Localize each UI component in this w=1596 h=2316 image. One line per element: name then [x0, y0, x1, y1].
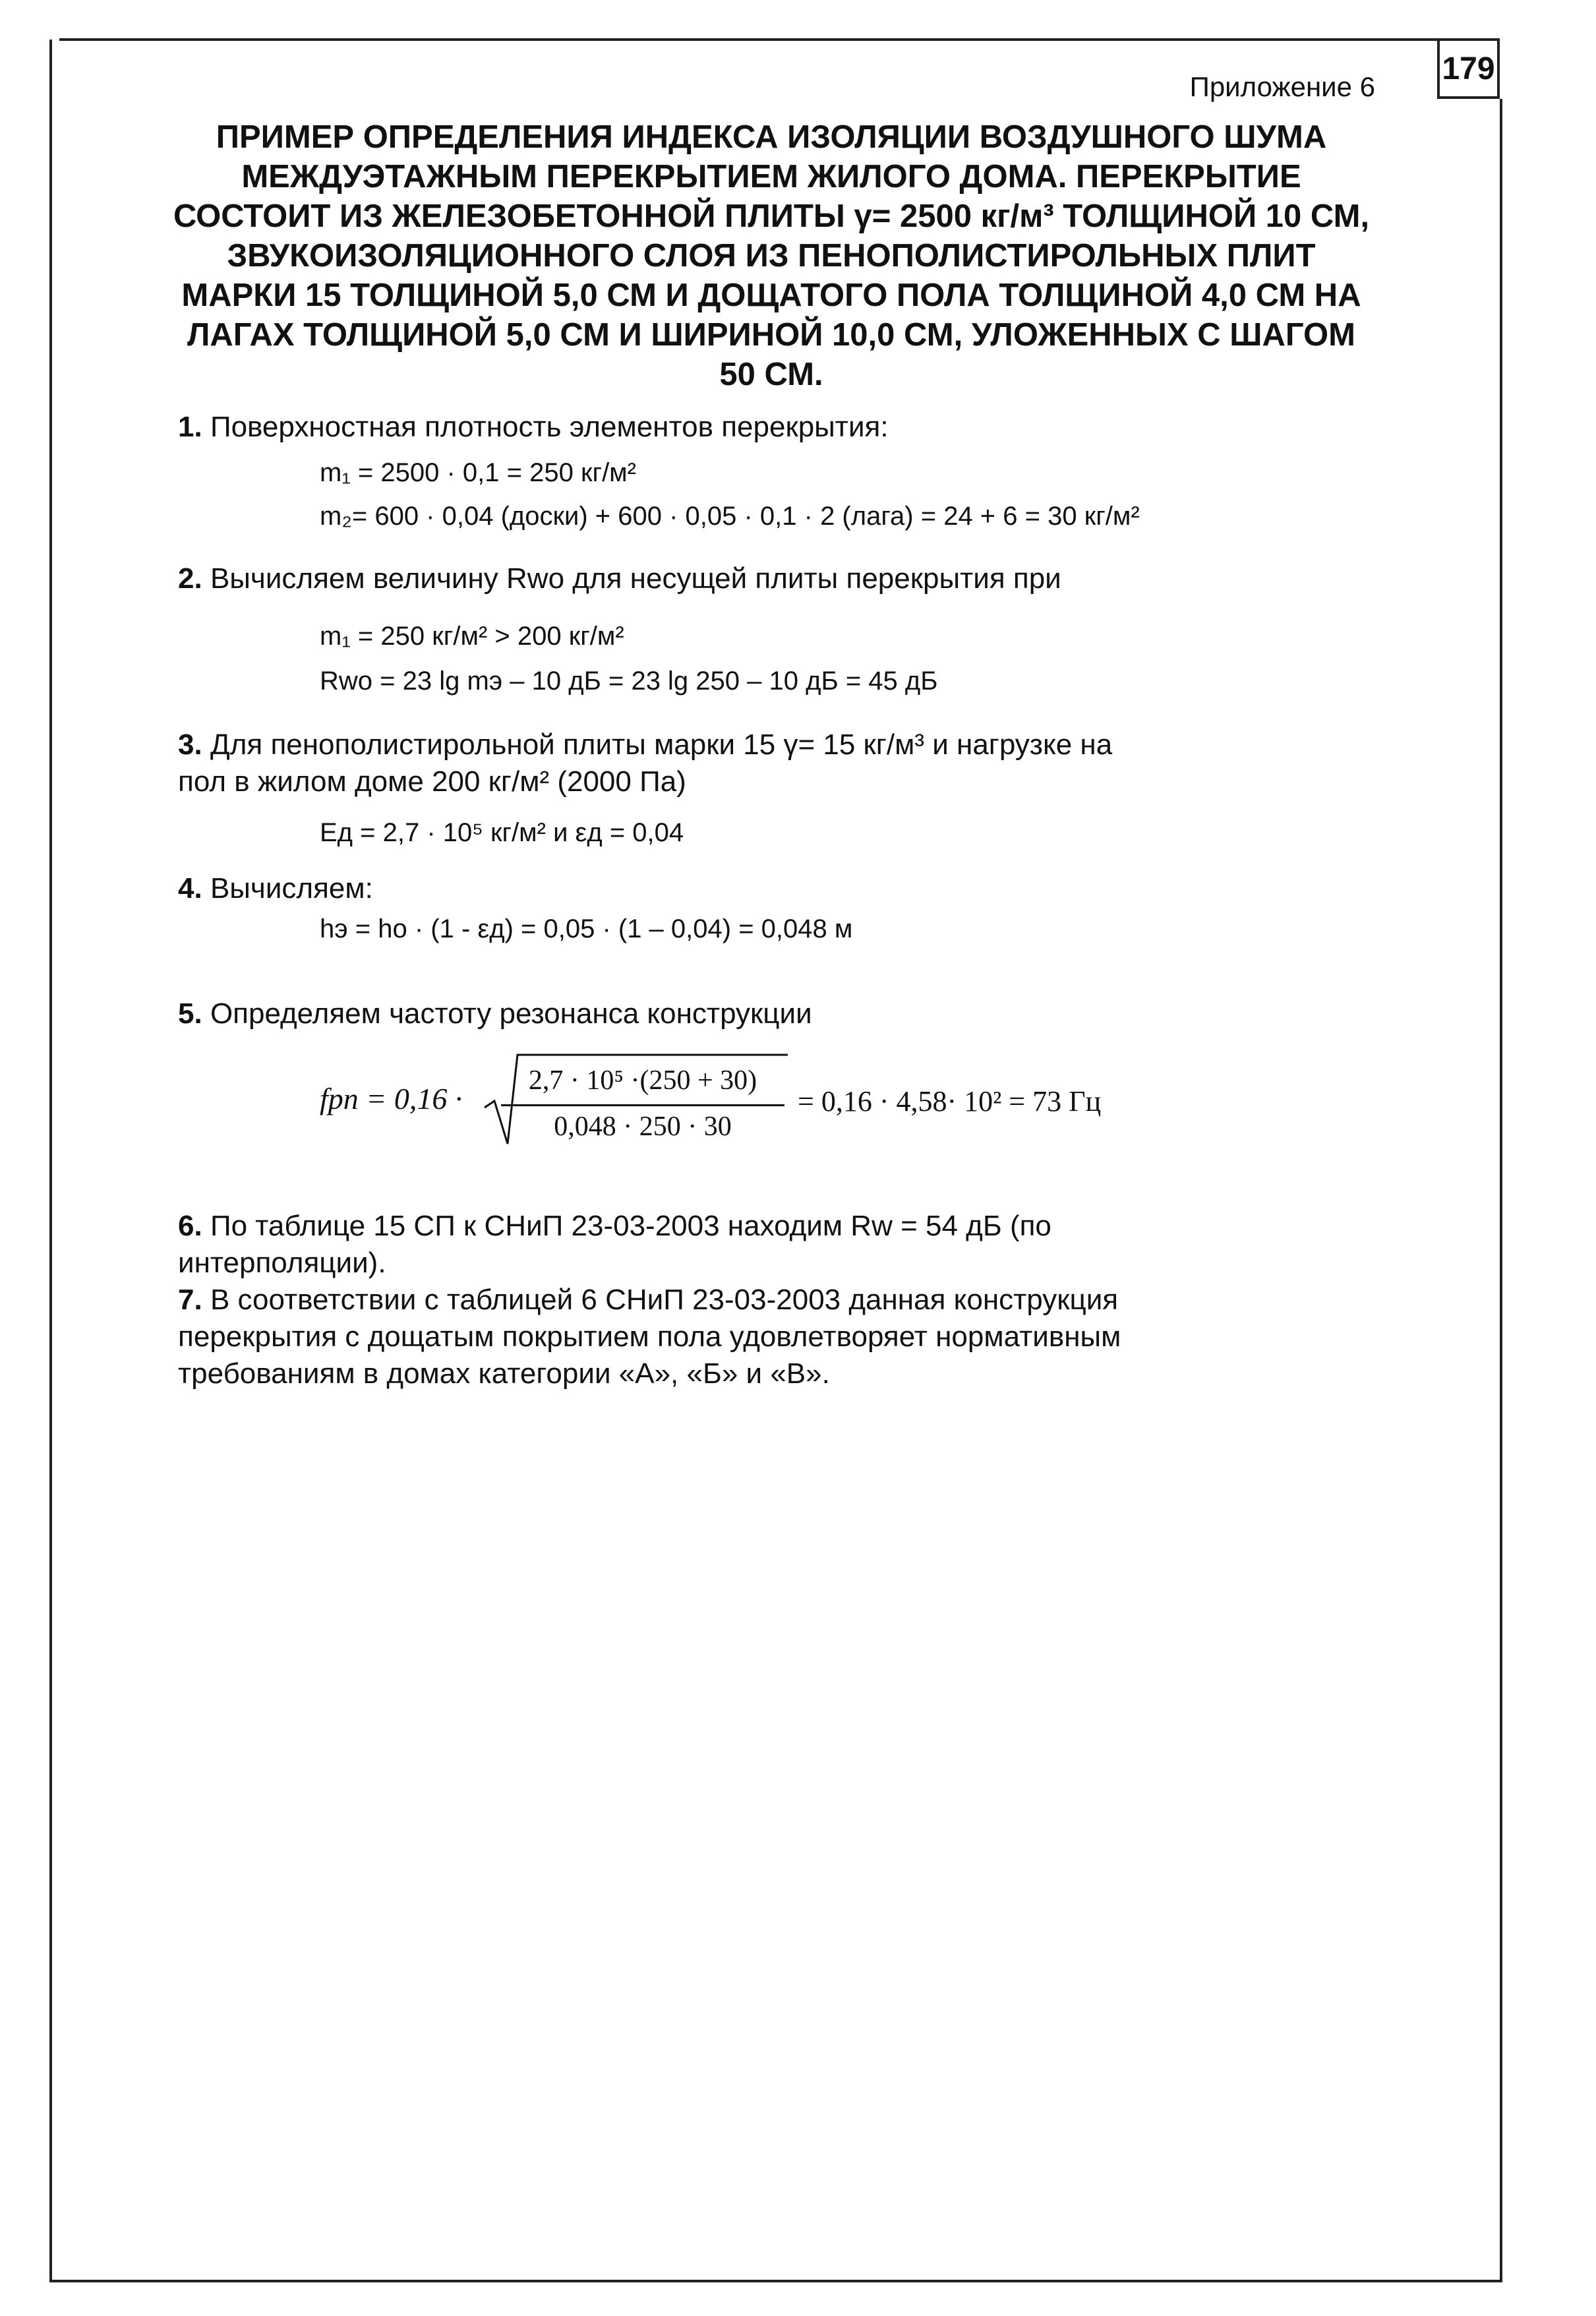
formula-rwo: Rwo = 23 lg mэ – 10 дБ = 23 lg 250 – 10 дБ = 45 дБ — [320, 667, 938, 696]
step-text: Поверхностная плотность элементов перекрытия: — [210, 411, 889, 443]
step-text: По таблице 15 СП к СНиП 23-03-2003 находим Rw = 54 дБ (по — [210, 1210, 1051, 1242]
formula-ed: Eд = 2,7 · 10⁵ кг/м² и εд = 0,04 — [320, 818, 684, 847]
step-number: 4. — [178, 872, 202, 905]
step-4 — [178, 870, 1378, 907]
step-7 — [178, 1282, 1378, 1319]
step-3-continued: пол в жилом доме 200 кг/м² (2000 Па) — [178, 765, 686, 798]
step-text: Для пенополистирольной плиты марки 15 γ= 15 кг/м³ и нагрузке на — [210, 728, 1113, 761]
step-text: В соответствии с таблицей 6 СНиП 23-03-2003 данная конструкция — [210, 1284, 1119, 1316]
appendix-label: Приложение 6 — [1189, 71, 1375, 102]
step-text: Определяем частоту резонанса конструкции — [210, 997, 812, 1030]
step-text: Вычисляем величину Rwo для несущей плиты перекрытия при — [210, 562, 1061, 595]
formula-rhs: = 0,16 · 4,58· 10² = 73 Гц — [798, 1085, 1102, 1117]
frame-top-border — [59, 38, 1437, 41]
formula-lhs: fрп = 0,16 · — [320, 1082, 463, 1115]
formula-denominator: 0,048 · 250 · 30 — [554, 1112, 732, 1142]
frame-right-border — [1500, 99, 1502, 2281]
formula-m1: m₁ = 2500 · 0,1 = 250 кг/м² — [320, 458, 636, 487]
page-number: 179 — [1437, 38, 1500, 99]
step-5 — [178, 995, 1378, 1032]
step-number: 6. — [178, 1210, 202, 1242]
document-title: ПРИМЕР ОПРЕДЕЛЕНИЯ ИНДЕКСА ИЗОЛЯЦИИ ВОЗДУШНОГО ШУМА МЕЖДУЭТАЖНЫМ ПЕРЕКРЫТИЕМ ЖИЛОГО ДОМА. ПЕРЕКРЫТИЕ СОСТОИТ ИЗ ЖЕЛЕЗОБЕТОННОЙ ПЛИТЫ γ= 2500 кг/м³ ТОЛЩИНОЙ 10 СМ, ЗВУКОИЗОЛЯЦИОННОГО СЛОЯ ИЗ ПЕНОПОЛИСТИРОЛЬНЫХ ПЛИТ МАРКИ 15 ТОЛЩИНОЙ 5,0 СМ И ДОЩАТОГО ПОЛА ТОЛЩИНОЙ 4,0 СМ НА ЛАГАХ ТОЛЩИНОЙ 5,0 СМ И ШИРИНОЙ 10,0 СМ, УЛОЖЕННЫХ С ШАГОМ 50 СМ. — [173, 119, 1370, 392]
step-number: 2. — [178, 562, 202, 595]
step-number: 5. — [178, 997, 202, 1030]
step-6-continued: интерполяции). — [178, 1247, 386, 1279]
formula-numerator: 2,7 · 10⁵ ·(250 + 30) — [528, 1065, 757, 1096]
step-3 — [178, 727, 1378, 763]
step-7-line-3: требованиям в домах категории «А», «Б» и «В». — [178, 1357, 830, 1390]
step-6 — [178, 1208, 1378, 1245]
step-2 — [178, 560, 1378, 597]
step-number: 7. — [178, 1284, 202, 1316]
step-text: Вычисляем: — [210, 872, 373, 905]
fraction-line — [501, 1104, 784, 1106]
step-7-line-2: перекрытия с дощатым покрытием пола удовлетворяет нормативным — [178, 1321, 1121, 1353]
formula-m1-compare: m₁ = 250 кг/м² > 200 кг/м² — [320, 622, 624, 651]
formula-he: hэ = hо · (1 - εд) = 0,05 · (1 – 0,04) = 0,048 м — [320, 914, 853, 943]
step-number: 3. — [178, 728, 202, 761]
step-number: 1. — [178, 411, 202, 443]
formula-m2: m₂= 600 · 0,04 (доски) + 600 · 0,05 · 0,1 · 2 (лага) = 24 + 6 = 30 кг/м² — [320, 502, 1140, 531]
step-1 — [178, 409, 1378, 446]
